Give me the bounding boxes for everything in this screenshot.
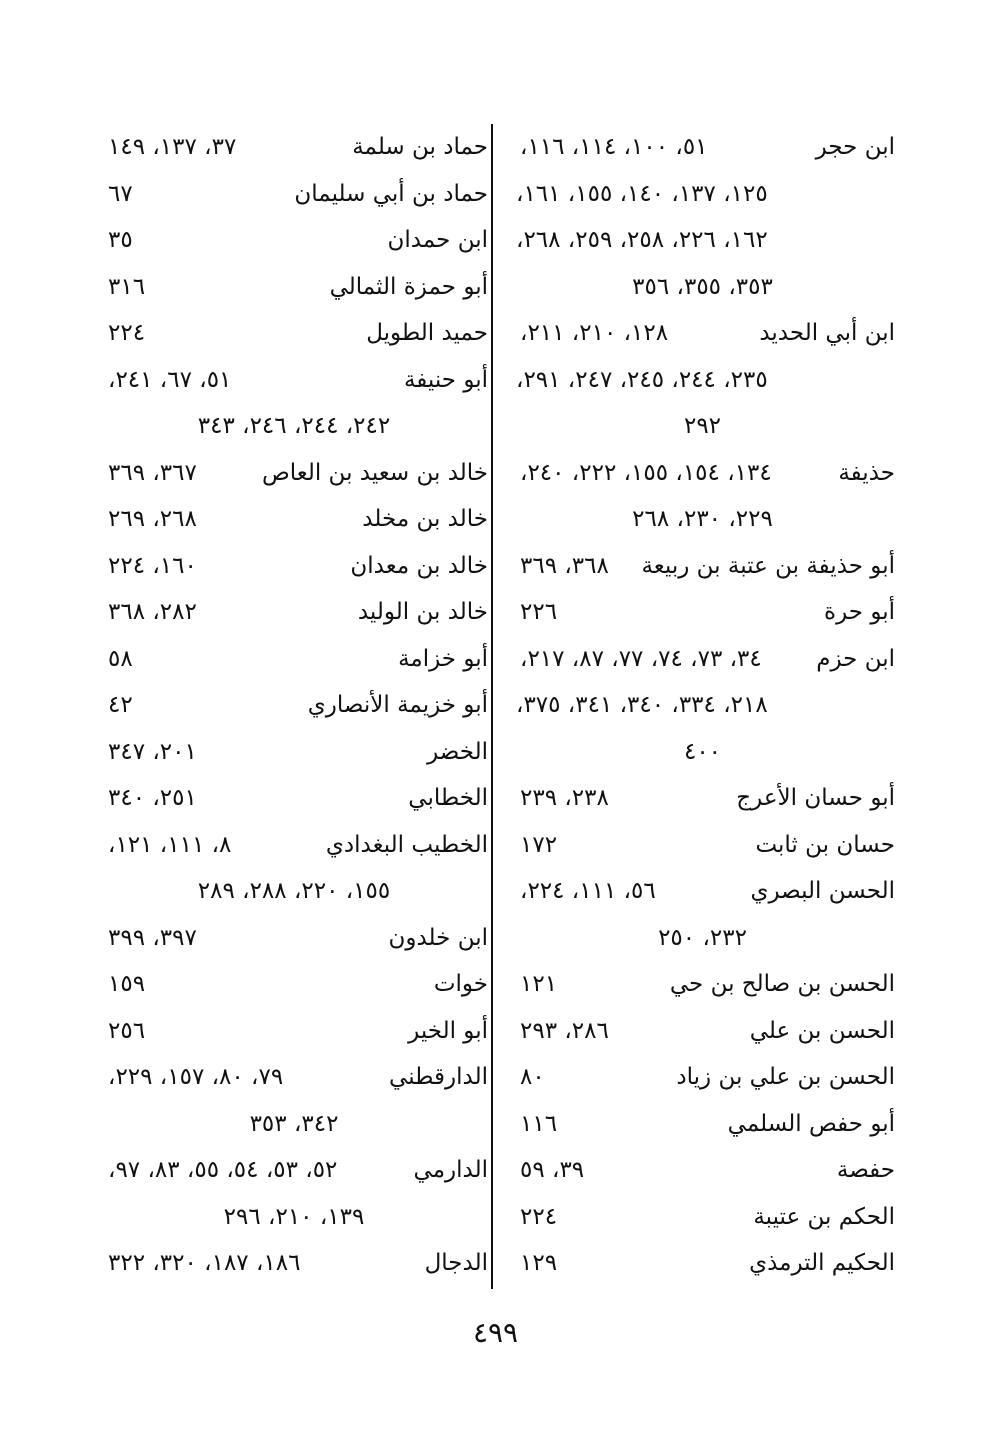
entry-pages: ٢٤٢، ٢٤٤، ٢٤٦، ٣٤٣ [197,413,391,439]
entry-pages: ١٥٥، ٢٢٠، ٢٨٨، ٢٨٩ [197,878,391,904]
index-entry [510,1054,895,1101]
entry-name: الدجال [424,1250,488,1276]
index-entry [100,543,488,590]
entry-name: أبو حفص السلمي [727,1110,895,1137]
entry-name: حماد بن أبي سليمان [294,180,488,207]
entry-pages: ٣٥ [108,227,133,253]
entry-name: خالد بن معدان [350,552,488,579]
entry-pages: ١٦٢، ٢٢٦، ٢٥٨، ٢٥٩، ٢٦٨، [516,227,768,253]
entry-name: خالد بن مخلد [362,506,488,532]
index-entry-continuation [510,915,895,962]
entry-name: الحكم بن عتيبة [753,1203,895,1230]
entry-name: ابن خلدون [388,924,488,951]
entry-pages: ٣٦٧، ٣٦٩ [108,459,197,486]
entry-pages: ٨، ١١١، ١٢١، [108,831,232,858]
right-index-column [510,124,895,1287]
entry-name: أبو خزامة [398,645,488,672]
entry-name: حفصة [836,1157,895,1183]
entry-pages: ٢٨٢، ٣٦٨ [108,599,197,625]
index-entry-continuation [510,357,895,404]
entry-name: أبو حنيفة [403,366,488,393]
entry-pages: ٥١، ٦٧، ٢٤١، [108,366,232,393]
entry-pages: ١٦٠، ٢٢٤ [108,552,197,579]
entry-name: أبو حرة [824,599,895,625]
index-entry [100,822,488,869]
index-entry [510,961,895,1008]
entry-pages: ٨٠ [520,1064,545,1090]
index-entry [100,1054,488,1101]
entry-name: الخضر [427,738,488,765]
index-entry-continuation [100,403,488,450]
index-entry-continuation [510,729,895,776]
entry-pages: ٢٠١، ٣٤٧ [108,738,197,765]
page-number: ٤٩٩ [472,1316,519,1349]
entry-pages: ٢٥٦ [108,1017,146,1044]
entry-pages: ٣٩، ٥٩ [520,1157,585,1183]
index-entry-continuation [100,1101,488,1148]
index-entry [510,589,895,636]
entry-pages: ١٢١ [520,971,558,997]
entry-pages: ٣٧، ١٣٧، ١٤٩ [108,134,237,160]
index-entry [510,1147,895,1194]
entry-pages: ٢٢٤ [520,1203,558,1230]
entry-pages: ٢٩٢ [683,413,722,439]
index-entry [100,450,488,497]
entry-name: أبو خزيمة الأنصاري [307,692,488,718]
entry-name: ابن حمدان [387,227,488,253]
entry-name: الدارقطني [389,1064,488,1090]
entry-pages: ٢٣٥، ٢٤٤، ٢٤٥، ٢٤٧، ٢٩١، [516,366,768,393]
index-entry [100,961,488,1008]
entry-pages: ٣٥٣، ٣٥٥، ٣٥٦ [632,273,773,300]
entry-pages: ١٣٤، ١٥٤، ١٥٥، ٢٢٢، ٢٤٠، [520,459,772,486]
index-entry [510,1008,895,1055]
entry-pages: ١٨٦، ١٨٧، ٣٢٠، ٣٢٢ [108,1250,301,1276]
entry-name: ابن حزم [816,645,895,672]
index-entry [100,264,488,311]
index-entry-continuation [100,868,488,915]
entry-name: ابن أبي الحديد [759,320,895,346]
entry-pages: ٤٢ [108,692,133,718]
entry-pages: ٥٨ [108,645,133,672]
index-entry [100,636,488,683]
entry-pages: ٢٨٦، ٢٩٣ [520,1017,609,1044]
index-entry-continuation [510,264,895,311]
index-entry [100,915,488,962]
entry-pages: ١٧٢ [520,831,558,858]
index-entry [510,822,895,869]
index-entry [100,682,488,729]
entry-pages: ٢٥١، ٣٤٠ [108,785,197,811]
index-entry [100,775,488,822]
entry-name: أبو حذيفة بن عتبة بن ربيعة [641,552,895,579]
entry-name: خالد بن الوليد [357,599,488,625]
entry-name: حميد الطويل [366,320,488,346]
entry-pages: ٢٣٨، ٢٣٩ [520,785,609,811]
entry-name: خوات [433,971,488,997]
entry-pages: ٣٦٨، ٣٦٩ [520,552,609,579]
entry-pages: ٤٠٠ [683,738,722,765]
index-entry [100,171,488,218]
entry-name: ابن حجر [815,134,895,160]
entry-pages: ١٢٨، ٢١٠، ٢١١، [520,320,669,346]
index-entry [100,1147,488,1194]
entry-name: خالد بن سعيد بن العاص [261,459,488,486]
index-entry [510,636,895,683]
entry-pages: ٢٢٤ [108,320,146,346]
index-entry [510,450,895,497]
entry-name: الحكيم الترمذي [749,1250,895,1276]
entry-name: حماد بن سلمة [352,134,488,160]
index-entry [510,310,895,357]
entry-pages: ٣٤٢، ٣٥٣ [249,1110,339,1137]
index-entry [100,589,488,636]
index-entry [510,1101,895,1148]
entry-pages: ٥١، ١٠٠، ١١٤، ١١٦، [520,134,708,160]
entry-pages: ٦٧ [108,180,133,207]
entry-pages: ٢٢٩، ٢٣٠، ٢٦٨ [632,506,773,532]
entry-name: الخطابي [408,785,488,811]
entry-pages: ٣١٦ [108,273,146,300]
entry-pages: ٢٢٦ [520,599,558,625]
entry-name: الخطيب البغدادي [325,831,488,858]
index-entry [100,729,488,776]
index-entry [100,1008,488,1055]
index-entry [510,124,895,171]
entry-name: الدارمي [413,1157,488,1183]
entry-name: الحسن بن صالح بن حي [669,971,895,997]
entry-pages: ٢٣٢، ٢٥٠ [658,924,747,951]
index-entry [100,496,488,543]
index-entry-continuation [510,217,895,264]
entry-name: أبو الخير [408,1017,488,1044]
index-entry [100,1240,488,1287]
entry-pages: ٣٩٧، ٣٩٩ [108,924,197,951]
entry-pages: ١١٦ [520,1110,558,1137]
entry-pages: ٥٦، ١١١، ٢٢٤، [520,878,656,904]
entry-pages: ٣٤، ٧٣، ٧٤، ٧٧، ٨٧، ٢١٧، [520,645,762,672]
entry-name: أبو حسان الأعرج [736,785,895,811]
entry-name: الحسن بن علي بن زياد [676,1064,895,1090]
entry-name: حسان بن ثابت [755,831,895,858]
left-index-column [100,124,488,1287]
index-entry [100,310,488,357]
index-entry-continuation [510,171,895,218]
entry-name: حذيفة [838,459,895,486]
index-entry-continuation [510,682,895,729]
index-entry [510,1194,895,1241]
index-entry [510,543,895,590]
entry-pages: ١٥٩ [108,971,146,997]
entry-name: الحسن البصري [750,878,895,904]
entry-name: أبو حمزة الثمالي [329,273,488,300]
index-entry-continuation [510,403,895,450]
entry-pages: ٥٢، ٥٣، ٥٤، ٥٥، ٨٣، ٩٧، [108,1157,338,1183]
index-entry [100,124,488,171]
index-entry-continuation [100,1194,488,1241]
entry-pages: ٢٦٨، ٢٦٩ [108,506,197,532]
entry-pages: ٢١٨، ٣٣٤، ٣٤٠، ٣٤١، ٣٧٥، [516,692,768,718]
entry-pages: ٧٩، ٨٠، ١٥٧، ٢٢٩، [108,1064,284,1090]
index-entry [510,868,895,915]
entry-pages: ١٣٩، ٢١٠، ٢٩٦ [223,1203,365,1230]
index-entry-continuation [510,496,895,543]
column-divider [491,124,493,1289]
entry-pages: ١٢٩ [520,1250,558,1276]
index-entry [510,1240,895,1287]
index-entry [100,217,488,264]
entry-name: الحسن بن علي [749,1017,895,1044]
index-entry [510,775,895,822]
index-entry [100,357,488,404]
entry-pages: ١٢٥، ١٣٧، ١٤٠، ١٥٥، ١٦١، [516,180,768,207]
